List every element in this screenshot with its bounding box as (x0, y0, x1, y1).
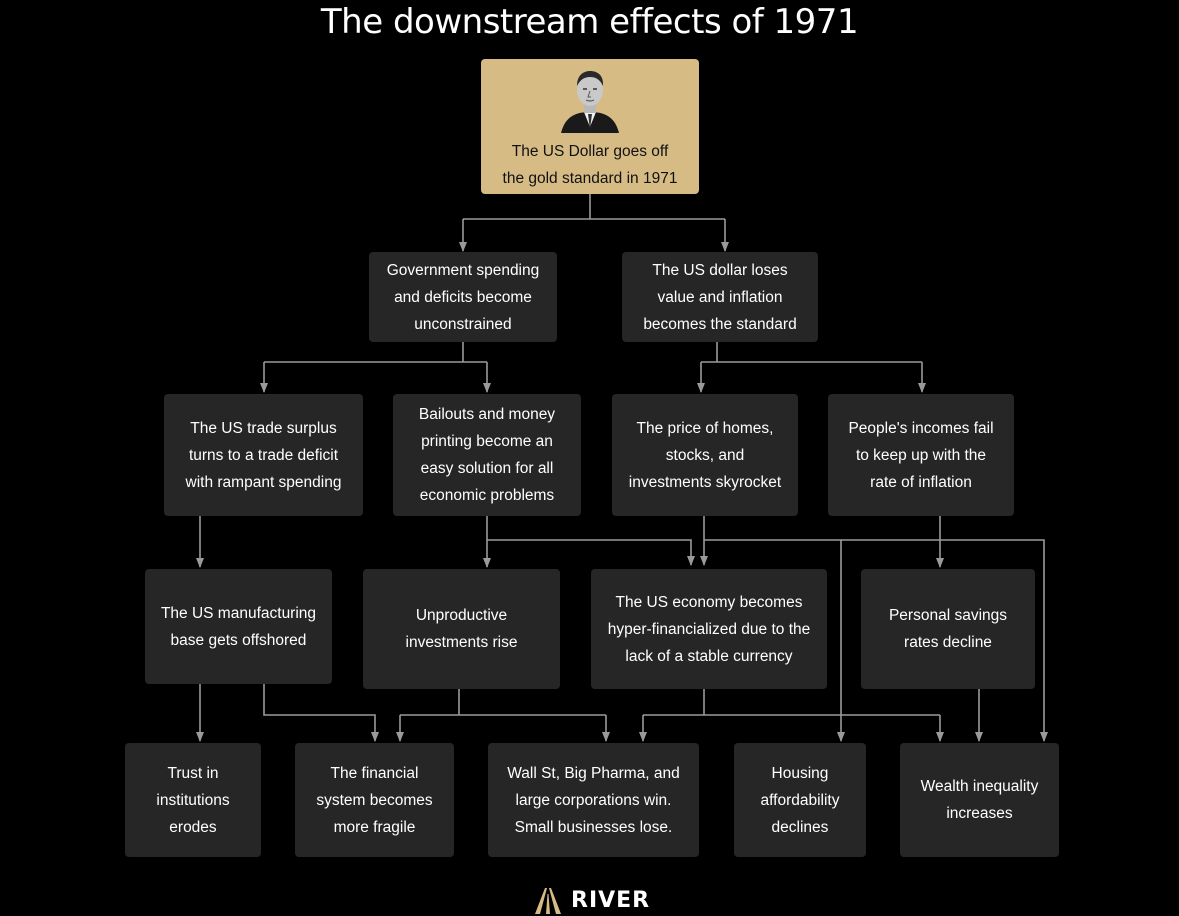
river-brand (533, 884, 650, 916)
node-asset-prices-skyrocket: The price of homes, stocks, and investments skyrocket (612, 394, 798, 516)
node-manufacturing-offshored: The US manufacturing base gets offshored (145, 569, 332, 684)
node-trade-deficit: The US trade surplus turns to a trade deficit with rampant spending (164, 394, 363, 516)
node-hyper-financialized: The US economy becomes hyper-financialized due to the lack of a stable currency (591, 569, 827, 689)
node-housing-affordability: Housing affordability declines (734, 743, 866, 857)
node-corporations-win: Wall St, Big Pharma, and large corporations win. Small businesses lose. (488, 743, 699, 857)
node-wealth-inequality: Wealth inequality increases (900, 743, 1059, 857)
root-node-gold-standard (481, 59, 699, 194)
node-savings-decline: Personal savings rates decline (861, 569, 1035, 689)
node-dollar-loses-value: The US dollar loses value and inflation becomes the standard (622, 252, 818, 342)
brand-name: RIVER (571, 887, 651, 913)
diagram-title: The downstream effects of 1971 (320, 2, 859, 42)
node-financial-system-fragile: The financial system becomes more fragile (295, 743, 454, 857)
node-government-spending: Government spending and deficits become unconstrained (369, 252, 557, 342)
node-bailouts-money-printing: Bailouts and money printing become an easy solution for all economic problems (393, 394, 581, 516)
nixon-portrait-image (559, 67, 621, 135)
node-unproductive-investments: Unproductive investments rise (363, 569, 560, 689)
node-incomes-fail: People's incomes fail to keep up with the rate of inflation (828, 394, 1014, 516)
root-node-text: The US Dollar goes off the gold standard in 1971 (502, 143, 678, 187)
river-logo-icon (533, 886, 563, 914)
node-trust-erodes: Trust in institutions erodes (125, 743, 261, 857)
